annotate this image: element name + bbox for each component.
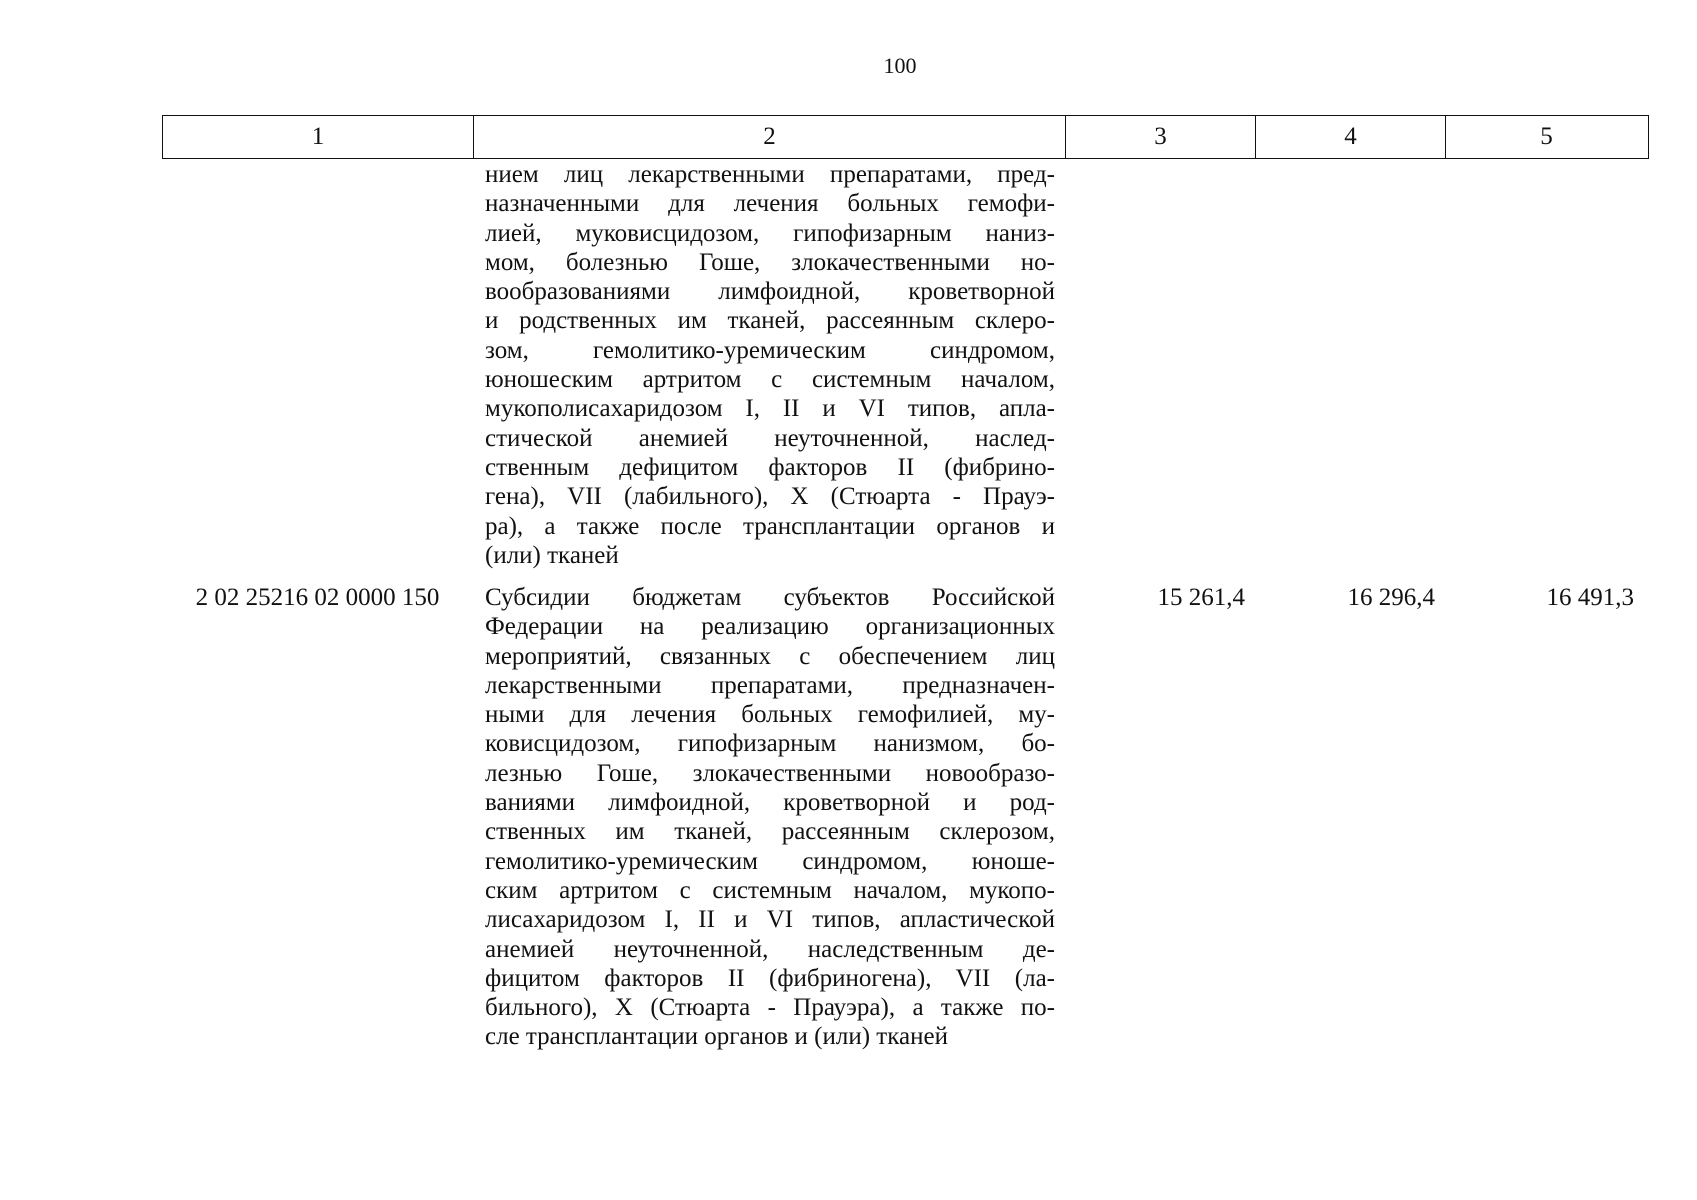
description-line: лисахаридозом I, II и VI типов, апластической <box>485 906 1055 934</box>
description-line: ским артритом с системным началом, мукопо- <box>485 876 1055 904</box>
continuation-description <box>485 160 1055 570</box>
description-line: ственным дефицитом факторов II (фибрино- <box>485 453 1055 481</box>
description-line: ными для лечения больных гемофилией, му- <box>485 701 1055 729</box>
description-line: (или) тканей <box>485 541 619 569</box>
description-line: анемией неуточненной, наследственным де- <box>485 935 1055 963</box>
description-line: мероприятий, связанных с обеспечением лиц <box>485 642 1055 670</box>
description-line: назначенными для лечения больных гемофи- <box>485 190 1055 218</box>
description-line: Субсидии бюджетам субъектов Российской <box>485 584 1055 611</box>
description-line: юношеским артритом с системным началом, <box>485 366 1055 394</box>
row-value-col-4: 16 296,4 <box>1347 584 1435 611</box>
description-line: гемолитико-уремическим синдромом, юноше- <box>485 847 1055 875</box>
row-value-col-3: 15 261,4 <box>1157 584 1245 611</box>
description-line: мукополисахаридозом I, II и VI типов, апла- <box>485 395 1055 423</box>
description-line: ра), а также после трансплантации органов и <box>485 512 1055 540</box>
table-header-row <box>162 115 1649 159</box>
description-line: сле трансплантации органов и (или) тканей <box>485 1023 948 1051</box>
description-line: и родственных им тканей, рассеянным склеро- <box>485 307 1055 335</box>
description-line: ственных им тканей, рассеянным склерозом, <box>485 818 1055 846</box>
description-line: зом, гемолитико-уремическим синдромом, <box>485 336 1055 364</box>
description-line: фицитом факторов II (фибриногена), VII (ла- <box>485 964 1055 992</box>
row-code: 2 02 25216 02 0000 150 <box>195 584 440 611</box>
description-line: ковисцидозом, гипофизарным нанизмом, бо- <box>485 730 1055 758</box>
description-line: ваниями лимфоидной, кроветворной и род- <box>485 789 1055 817</box>
header-col-3: 3 <box>1066 116 1256 158</box>
header-col-5: 5 <box>1540 123 1553 150</box>
description-line: стической анемией неуточненной, наслед- <box>485 424 1055 452</box>
description-line: лекарственными препаратами, предназначен- <box>485 671 1055 699</box>
header-col-2: 2 <box>474 116 1066 158</box>
header-col-1: 1 <box>163 116 474 158</box>
header-col-4: 4 <box>1256 116 1446 158</box>
page-number: 100 <box>883 53 917 78</box>
description-line: мом, болезнью Гоше, злокачественными но- <box>485 248 1055 276</box>
description-line: Федерации на реализацию организационных <box>485 613 1055 641</box>
description-line: лезнью Гоше, злокачественными новообразо- <box>485 759 1055 787</box>
description-line: бильного), X (Стюарта - Прауэра), а также по- <box>485 994 1055 1022</box>
description-line: нием лиц лекарственными препаратами, пред- <box>485 161 1055 188</box>
description-line: вообразованиями лимфоидной, кроветворной <box>485 278 1055 306</box>
row-value-col-5: 16 491,3 <box>1546 584 1634 611</box>
row-description <box>485 583 1055 1052</box>
description-line: гена), VII (лабильного), X (Стюарта - Прауэ- <box>485 483 1055 511</box>
description-line: лией, муковисцидозом, гипофизарным наниз- <box>485 219 1055 247</box>
